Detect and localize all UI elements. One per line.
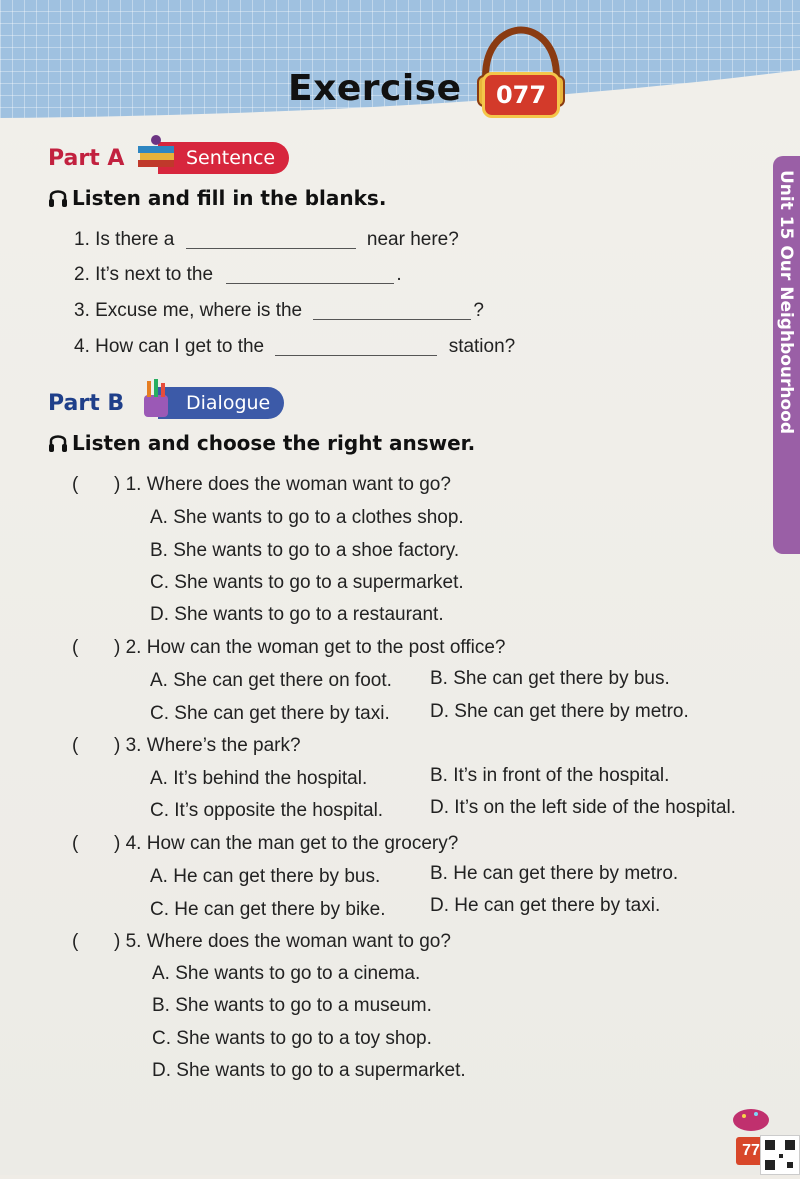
fill-blank-2[interactable] [226,265,394,284]
q5-option-a: A. She wants to go to a cinema. [152,963,421,984]
unit-side-tab [773,156,800,554]
page-title: Exercise [288,68,462,109]
fill-item-1-after: near here? [366,229,459,250]
q3-option-d: D. It’s on the left side of the hospital. [430,797,736,818]
q3-option-c: C. It’s opposite the hospital. [150,800,384,821]
answer-paren-2[interactable]: ( [72,637,79,658]
answer-paren-4[interactable]: ( [72,833,79,854]
answer-paren-3[interactable]: ( [72,735,79,756]
track-badge [468,22,578,122]
q1-option-c: C. She wants to go to a supermarket. [150,572,464,593]
fill-blank-1[interactable] [186,230,356,249]
qr-code-image [760,1135,800,1175]
fill-item-1-before: 1. Is there a [74,229,175,250]
listen-icon [48,431,68,453]
fill-item-3-before: 3. Excuse me, where is the [74,300,303,321]
fill-item-2-before: 2. It’s next to the [74,264,214,285]
fill-item-2 [74,264,402,286]
question-4: ) 4. How can the man get to the grocery? [114,833,459,854]
q5-option-b: B. She wants to go to a museum. [152,995,432,1016]
question-2: ) 2. How can the woman get to the post office? [114,637,506,658]
q1-option-b: B. She wants to go to a shoe factory. [150,540,460,561]
fill-item-4-before: 4. How can I get to the [74,336,265,357]
track-number: 077 [482,72,560,118]
answer-paren-5[interactable]: ( [72,931,79,952]
q3-option-a: A. It’s behind the hospital. [150,768,368,789]
q2-option-c: C. She can get there by taxi. [150,703,390,724]
question-1: ) 1. Where does the woman want to go? [114,474,451,495]
pencil-cup-icon [132,377,180,421]
q3-option-b: B. It’s in front of the hospital. [430,765,670,786]
fill-blank-4[interactable] [275,337,437,356]
q1-option-d: D. She wants to go to a restaurant. [150,604,444,625]
books-icon [132,132,180,176]
part-a-instruction [48,186,386,210]
part-a-label: Part A [48,146,125,171]
page-number: 77 [736,1137,766,1165]
question-3: ) 3. Where’s the park? [114,735,301,756]
q4-option-c: C. He can get there by bike. [150,899,386,920]
part-b-instruction [48,431,475,455]
fill-item-3-after: ? [473,300,484,321]
fill-item-3 [74,300,484,322]
q4-option-d: D. He can get there by taxi. [430,895,661,916]
q5-option-c: C. She wants to go to a toy shop. [152,1028,432,1049]
unit-title: Unit 15 Our Neighbourhood [776,170,796,435]
answer-paren-1[interactable]: ( [72,474,79,495]
fill-blank-3[interactable] [313,301,471,320]
q2-option-d: D. She can get there by metro. [430,701,689,722]
q2-option-a: A. She can get there on foot. [150,670,392,691]
question-5: ) 5. Where does the woman want to go? [114,931,451,952]
listen-icon [48,186,68,208]
q1-option-a: A. She wants to go to a clothes shop. [150,507,464,528]
q5-option-d: D. She wants to go to a supermarket. [152,1060,466,1081]
part-a-instruction-text: Listen and fill in the blanks. [72,186,387,210]
part-a-pill: Sentence [158,142,289,174]
fill-item-1 [74,229,459,251]
q4-option-b: B. He can get there by metro. [430,863,679,884]
q4-option-a: A. He can get there by bus. [150,866,381,887]
part-b-instruction-text: Listen and choose the right answer. [72,431,476,455]
fill-item-2-after: . [396,264,402,285]
fill-item-4 [74,336,515,358]
part-b-pill: Dialogue [158,387,284,419]
fill-item-4-after: station? [448,336,516,357]
part-b-label: Part B [48,391,125,416]
q2-option-b: B. She can get there by bus. [430,668,670,689]
